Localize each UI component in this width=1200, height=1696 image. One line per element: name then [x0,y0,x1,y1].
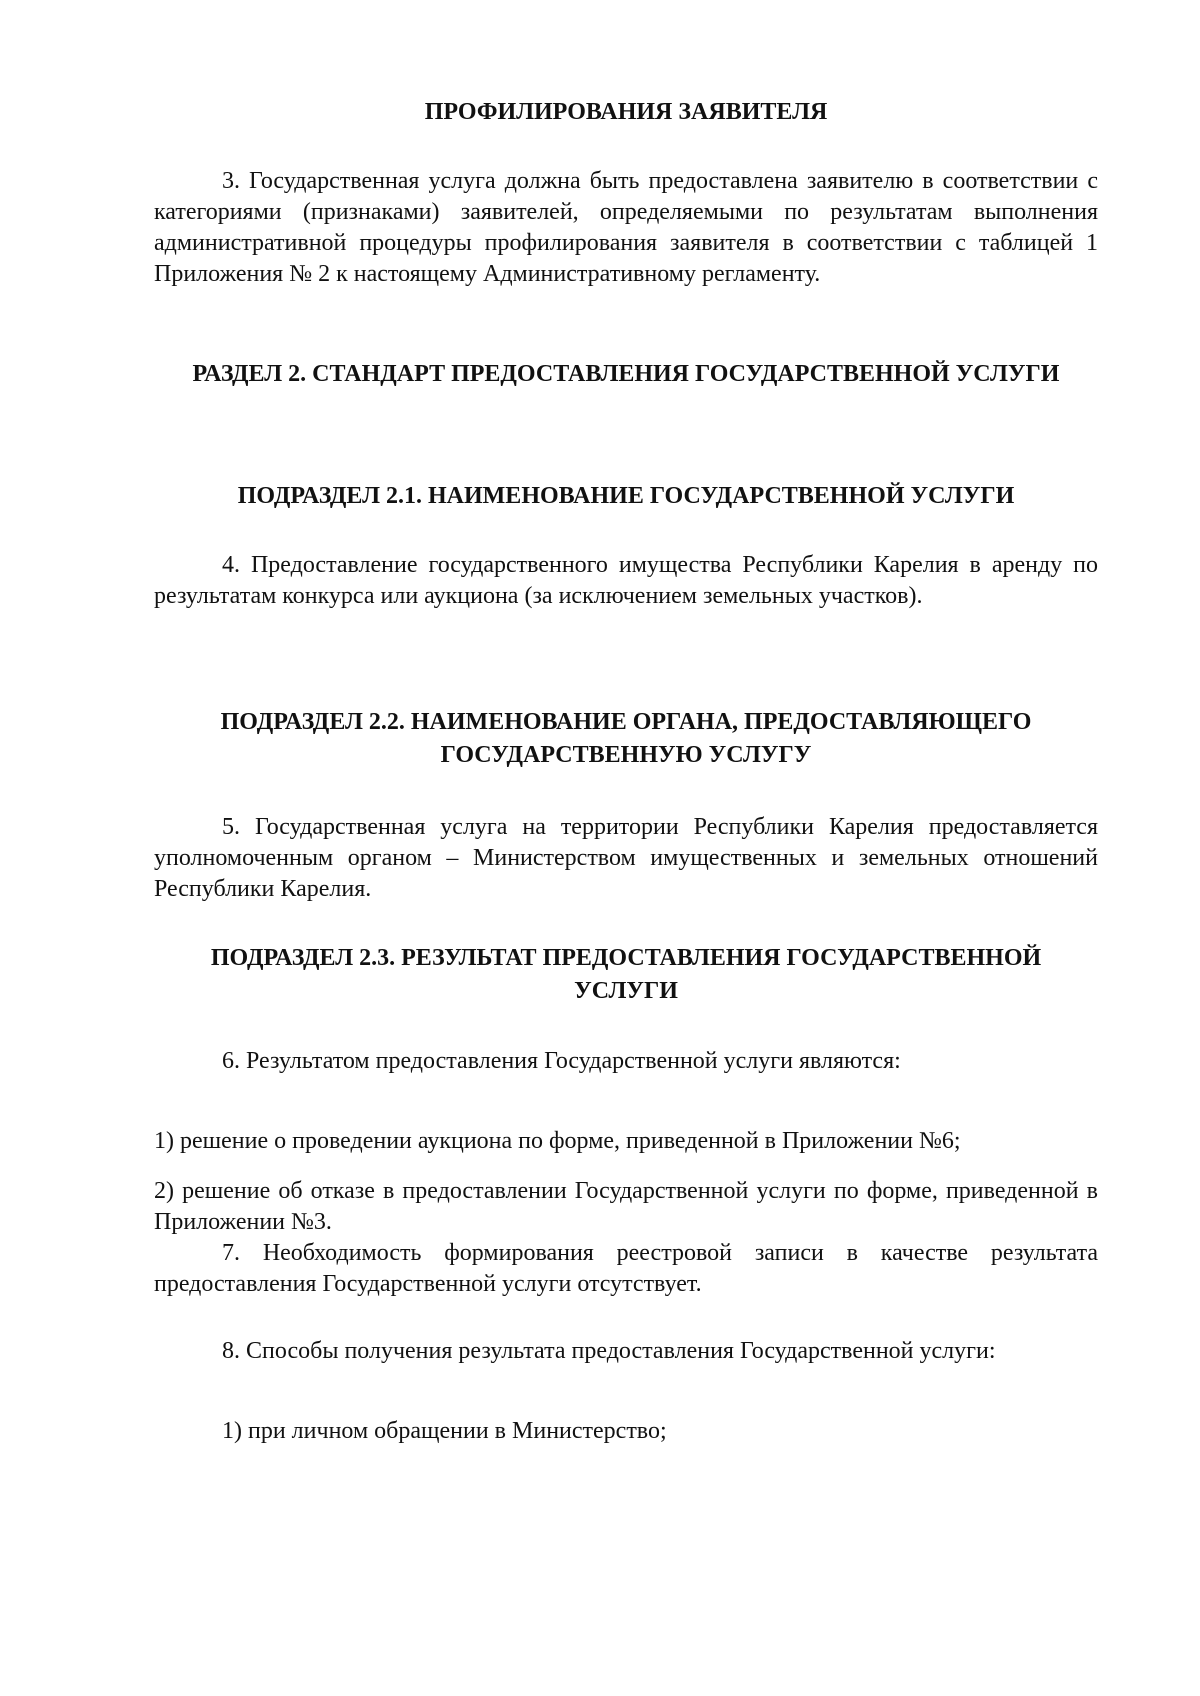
subsection-2-1-heading-block [154,480,1098,513]
paragraph-6-block [154,1046,1098,1077]
paragraph-8-block [154,1336,1098,1367]
paragraph-8: 8. Способы получения результата предоставления Государственной услуги: [222,1338,996,1364]
paragraph-4-block [154,550,1098,612]
subsection-2-3-heading-block [154,942,1098,1008]
section-2-heading-block [154,358,1098,391]
subsection-2-1-heading: ПОДРАЗДЕЛ 2.1. НАИМЕНОВАНИЕ ГОСУДАРСТВЕННОЙ УСЛУГИ [237,483,1015,509]
result-item-1: 1) решение о проведении аукциона по форме, приведенной в Приложении №6; [154,1128,961,1154]
paragraph-5: 5. Государственная услуга на территории Республики Карелия предоставляется уполномоченным органом – Министерством имущественных и земельных отношений Республики Карелия. [154,814,1098,902]
subsection-2-2-heading: ПОДРАЗДЕЛ 2.2. НАИМЕНОВАНИЕ ОРГАНА, ПРЕДОСТАВЛЯЮЩЕГО ГОСУДАРСТВЕННУЮ УСЛУГУ [220,709,1032,768]
paragraph-6: 6. Результатом предоставления Государственной услуги являются: [222,1048,901,1074]
result-item-2-block [154,1176,1098,1238]
method-item-1-block [154,1416,1098,1447]
result-item-1-block [154,1126,1098,1157]
paragraph-4: 4. Предоставление государственного имущества Республики Карелия в аренду по результатам конкурса или аукциона (за исключением земельных участков). [154,552,1098,609]
subsection-2-3-heading: ПОДРАЗДЕЛ 2.3. РЕЗУЛЬТАТ ПРЕДОСТАВЛЕНИЯ ГОСУДАРСТВЕННОЙ УСЛУГИ [210,945,1042,1004]
paragraph-3-block [154,166,1098,290]
paragraph-7: 7. Необходимость формирования реестровой записи в качестве результата предоставления Государственной услуги отсутствует. [154,1240,1098,1297]
subsection-2-2-heading-block [154,706,1098,772]
paragraph-5-block [154,812,1098,905]
paragraph-7-block [154,1238,1098,1300]
heading-profiling: ПРОФИЛИРОВАНИЯ ЗАЯВИТЕЛЯ [424,99,828,125]
method-item-1: 1) при личном обращении в Министерство; [222,1418,667,1444]
section-2-heading: РАЗДЕЛ 2. СТАНДАРТ ПРЕДОСТАВЛЕНИЯ ГОСУДАРСТВЕННОЙ УСЛУГИ [192,361,1060,387]
paragraph-3: 3. Государственная услуга должна быть предоставлена заявителю в соответствии с категориями (признаками) заявителей, определяемыми по результатам выполнения административной процедуры профилирования заявителя в соответствии с таблицей 1 Приложения № 2 к настоящему Административному регламенту. [154,168,1098,287]
result-item-2: 2) решение об отказе в предоставлении Государственной услуги по форме, приведенной в Приложении №3. [154,1178,1098,1235]
heading-profiling-block [154,96,1098,129]
